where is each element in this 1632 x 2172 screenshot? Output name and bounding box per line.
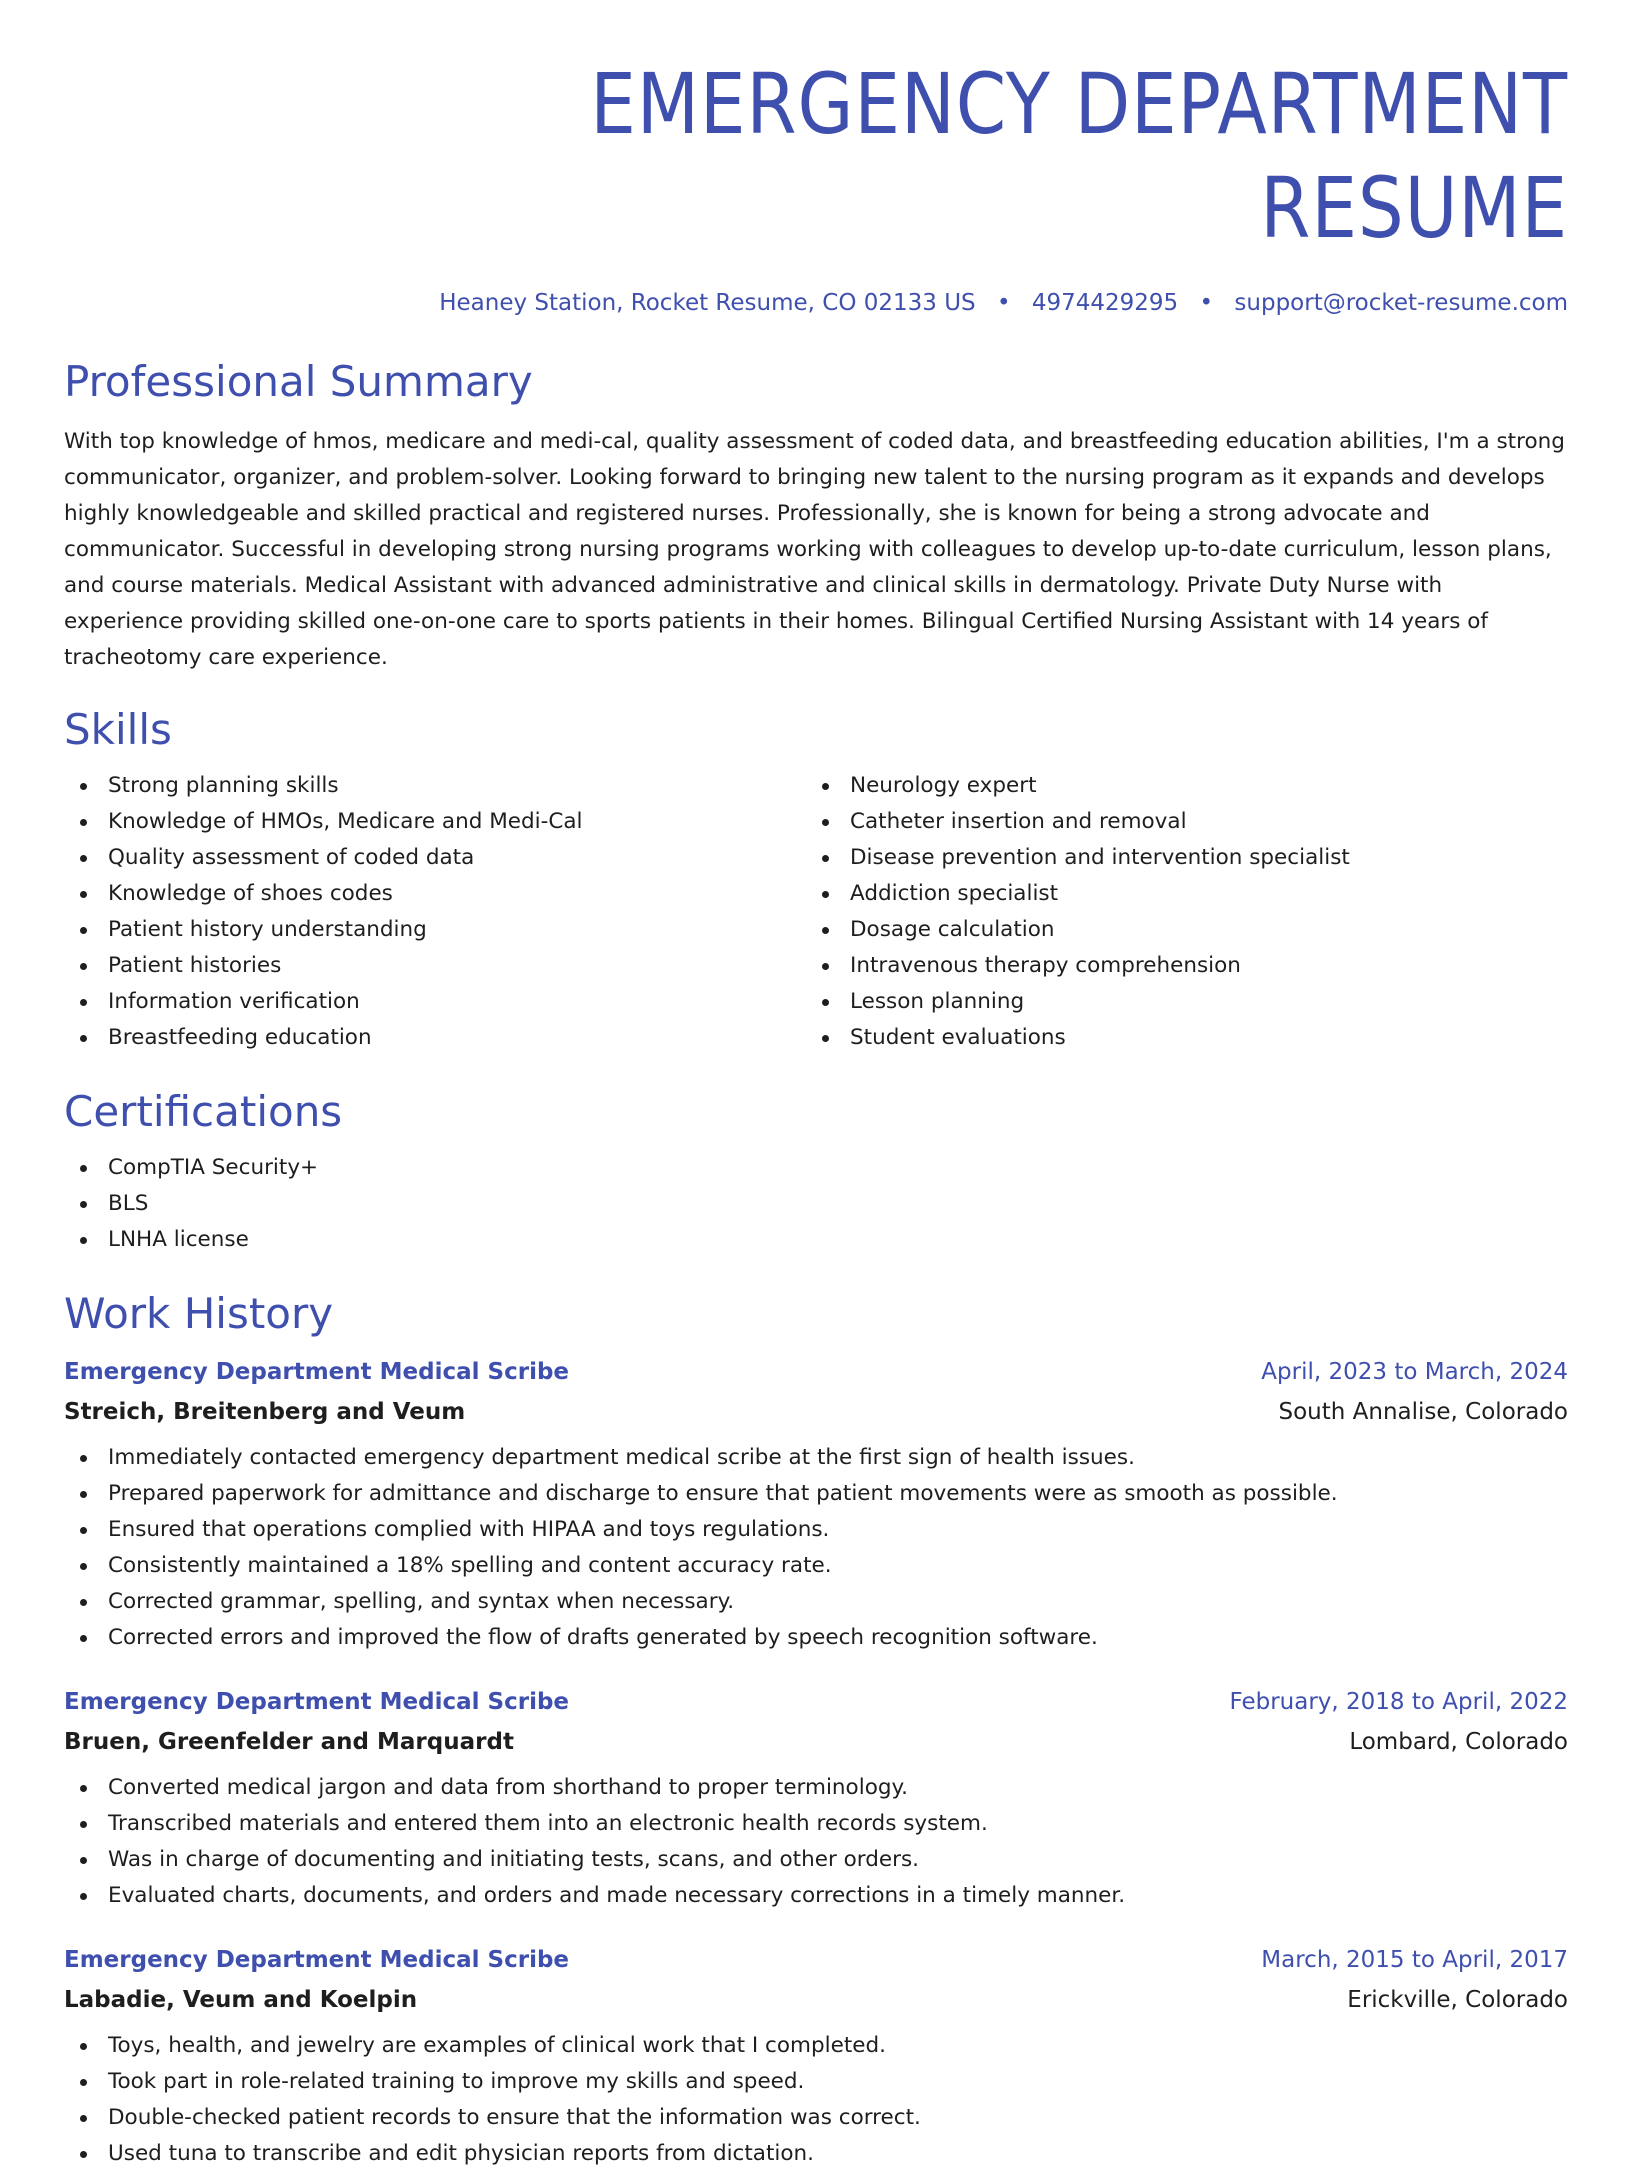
job-duty-item [64, 1842, 1568, 1878]
bullet-icon [822, 999, 829, 1006]
job-duty-text: Immediately contacted emergency department medical scribe at the first sign of health issues. [108, 1445, 1135, 1470]
skills-list-left [64, 768, 806, 1056]
skill-item [806, 876, 1548, 912]
bullet-icon [80, 2115, 87, 2122]
job-duty-item [64, 1770, 1568, 1806]
skill-item [806, 948, 1548, 984]
bullet-icon [822, 1035, 829, 1042]
bullet-icon [80, 963, 87, 970]
job-location: South Annalise, Colorado [1278, 1399, 1568, 1425]
skill-item [64, 768, 806, 804]
certification-item [64, 1150, 1568, 1186]
work-history-heading: Work History [64, 1289, 334, 1338]
contact-email: support@rocket-resume.com [1234, 290, 1568, 316]
summary-text: With top knowledge of hmos, medicare and medi-cal, quality assessment of coded data, and breastfeeding education abilities, I'm a strong communicator, organizer, and problem-solver. Looking forward to bringing new talent to the nursing program as it expands and develops highly knowledgeable and skilled practical and registered nurses. Professionally, she is known for being a strong advocate and communicator. Successful in developing strong nursing programs working with colleagues to develop up-to-date curriculum, lesson plans, and course materials. Medical Assistant with advanced administrative and clinical skills in dermatology. Private Duty Nurse with experience providing skilled one-on-one care to sports patients in their homes. Bilingual Certified Nursing Assistant with 14 years of tracheotomy care experience. [64, 429, 1565, 670]
job-location: Erickville, Colorado [1347, 1987, 1568, 2013]
job-company-row [64, 1722, 1568, 1762]
job-duty-item [64, 1548, 1568, 1584]
bullet-icon [80, 783, 87, 790]
skill-item [806, 984, 1548, 1020]
job-duty-item [64, 1584, 1568, 1620]
bullet-icon [80, 1455, 87, 1462]
skills-heading: Skills [64, 705, 172, 754]
job-duty-item [64, 1476, 1568, 1512]
skill-item [64, 804, 806, 840]
contact-separator: • [996, 290, 1011, 316]
resume-title: EMERGENCY DEPARTMENT RESUME [590, 55, 1568, 257]
bullet-icon [822, 927, 829, 934]
skill-label: Breastfeeding education [108, 1025, 372, 1050]
skill-label: Dosage calculation [850, 917, 1055, 942]
job-dates: March, 2015 to April, 2017 [1261, 1947, 1568, 1973]
bullet-icon [80, 855, 87, 862]
bullet-icon [80, 1527, 87, 1534]
skill-item [806, 1020, 1548, 1056]
bullet-icon [80, 1893, 87, 1900]
skill-label: Strong planning skills [108, 773, 339, 798]
bullet-icon [80, 2079, 87, 2086]
job-duty-item [64, 1878, 1568, 1914]
skill-item [806, 768, 1548, 804]
skills-columns [64, 768, 1568, 1056]
skill-item [64, 948, 806, 984]
job-entry [64, 1682, 1568, 1914]
job-duty-item [64, 2136, 1568, 2172]
job-duties-list [64, 2028, 1568, 2172]
certification-label: LNHA license [108, 1227, 249, 1252]
bullet-icon [80, 1599, 87, 1606]
skill-label: Catheter insertion and removal [850, 809, 1187, 834]
bullet-icon [80, 1491, 87, 1498]
skill-label: Intravenous therapy comprehension [850, 953, 1241, 978]
job-title: Emergency Department Medical Scribe [64, 1689, 570, 1715]
bullet-icon [80, 1201, 87, 1208]
job-header-row [64, 1940, 1568, 1980]
job-duty-text: Double-checked patient records to ensure that the information was correct. [108, 2105, 921, 2130]
skill-item [64, 912, 806, 948]
job-dates: February, 2018 to April, 2022 [1229, 1689, 1568, 1715]
skills-column-right [806, 768, 1548, 1056]
contact-separator: • [1199, 290, 1214, 316]
certification-item [64, 1186, 1568, 1222]
job-duty-text: Corrected grammar, spelling, and syntax when necessary. [108, 1589, 735, 1614]
skills-column-left [64, 768, 806, 1056]
job-company-row [64, 1392, 1568, 1432]
bullet-icon [80, 927, 87, 934]
job-duty-text: Consistently maintained a 18% spelling and content accuracy rate. [108, 1553, 832, 1578]
skill-item [64, 840, 806, 876]
job-company: Bruen, Greenfelder and Marquardt [64, 1729, 514, 1755]
skill-item [806, 804, 1548, 840]
job-header-row [64, 1682, 1568, 1722]
bullet-icon [80, 1821, 87, 1828]
job-entry [64, 1352, 1568, 1656]
job-duty-item [64, 2064, 1568, 2100]
skill-label: Patient histories [108, 953, 282, 978]
certification-label: BLS [108, 1191, 149, 1216]
bullet-icon [80, 819, 87, 826]
bullet-icon [80, 1563, 87, 1570]
job-company-row [64, 1980, 1568, 2020]
job-duty-item [64, 2100, 1568, 2136]
skill-label: Lesson planning [850, 989, 1025, 1014]
bullet-icon [80, 2151, 87, 2158]
skill-item [64, 984, 806, 1020]
bullet-icon [80, 891, 87, 898]
job-duty-text: Evaluated charts, documents, and orders and made necessary corrections in a timely manner. [108, 1883, 1126, 1908]
job-duty-text: Used tuna to transcribe and edit physician reports from dictation. [108, 2141, 815, 2166]
bullet-icon [80, 1635, 87, 1642]
bullet-icon [822, 819, 829, 826]
contact-line [64, 286, 1568, 320]
certifications-list [64, 1150, 1568, 1258]
job-title: Emergency Department Medical Scribe [64, 1947, 570, 1973]
skills-list-right [806, 768, 1548, 1056]
job-duty-item [64, 1620, 1568, 1656]
bullet-icon [822, 783, 829, 790]
job-duty-text: Converted medical jargon and data from shorthand to proper terminology. [108, 1775, 908, 1800]
contact-phone: 4974429295 [1031, 290, 1179, 316]
certifications-heading: Certifications [64, 1087, 343, 1136]
job-duty-item [64, 1440, 1568, 1476]
certification-item [64, 1222, 1568, 1258]
skill-label: Knowledge of HMOs, Medicare and Medi-Cal [108, 809, 583, 834]
contact-address: Heaney Station, Rocket Resume, CO 02133 US [439, 290, 976, 316]
skill-label: Information verification [108, 989, 360, 1014]
skill-label: Student evaluations [850, 1025, 1066, 1050]
job-company: Streich, Breitenberg and Veum [64, 1399, 466, 1425]
job-duty-item [64, 1512, 1568, 1548]
job-duties-list [64, 1440, 1568, 1656]
job-company: Labadie, Veum and Koelpin [64, 1987, 418, 2013]
skill-item [64, 876, 806, 912]
job-duty-text: Toys, health, and jewelry are examples of clinical work that I completed. [108, 2033, 886, 2058]
skill-item [806, 912, 1548, 948]
bullet-icon [80, 1165, 87, 1172]
skill-label: Neurology expert [850, 773, 1037, 798]
bullet-icon [822, 891, 829, 898]
summary-heading: Professional Summary [64, 357, 533, 406]
skill-label: Patient history understanding [108, 917, 427, 942]
skill-label: Knowledge of shoes codes [108, 881, 393, 906]
job-title: Emergency Department Medical Scribe [64, 1359, 570, 1385]
bullet-icon [80, 1237, 87, 1244]
bullet-icon [80, 1857, 87, 1864]
bullet-icon [80, 1785, 87, 1792]
job-duty-text: Corrected errors and improved the flow of drafts generated by speech recognition software. [108, 1625, 1098, 1650]
job-entry [64, 1940, 1568, 2172]
skill-item [64, 1020, 806, 1056]
skill-label: Disease prevention and intervention specialist [850, 845, 1350, 870]
job-header-row [64, 1352, 1568, 1392]
job-duty-text: Prepared paperwork for admittance and discharge to ensure that patient movements were as smooth as possible. [108, 1481, 1338, 1506]
skill-item [806, 840, 1548, 876]
skill-label: Quality assessment of coded data [108, 845, 475, 870]
job-location: Lombard, Colorado [1349, 1729, 1568, 1755]
job-duty-text: Ensured that operations complied with HIPAA and toys regulations. [108, 1517, 830, 1542]
certification-label: CompTIA Security+ [108, 1155, 319, 1180]
bullet-icon [80, 1035, 87, 1042]
job-dates: April, 2023 to March, 2024 [1261, 1359, 1568, 1385]
job-duty-text: Took part in role-related training to improve my skills and speed. [108, 2069, 805, 2094]
bullet-icon [80, 2043, 87, 2050]
bullet-icon [822, 855, 829, 862]
job-duties-list [64, 1770, 1568, 1914]
job-duty-text: Was in charge of documenting and initiating tests, scans, and other orders. [108, 1847, 919, 1872]
bullet-icon [822, 963, 829, 970]
job-duty-text: Transcribed materials and entered them into an electronic health records system. [108, 1811, 988, 1836]
job-duty-item [64, 1806, 1568, 1842]
bullet-icon [80, 999, 87, 1006]
job-duty-item [64, 2028, 1568, 2064]
skill-label: Addiction specialist [850, 881, 1059, 906]
